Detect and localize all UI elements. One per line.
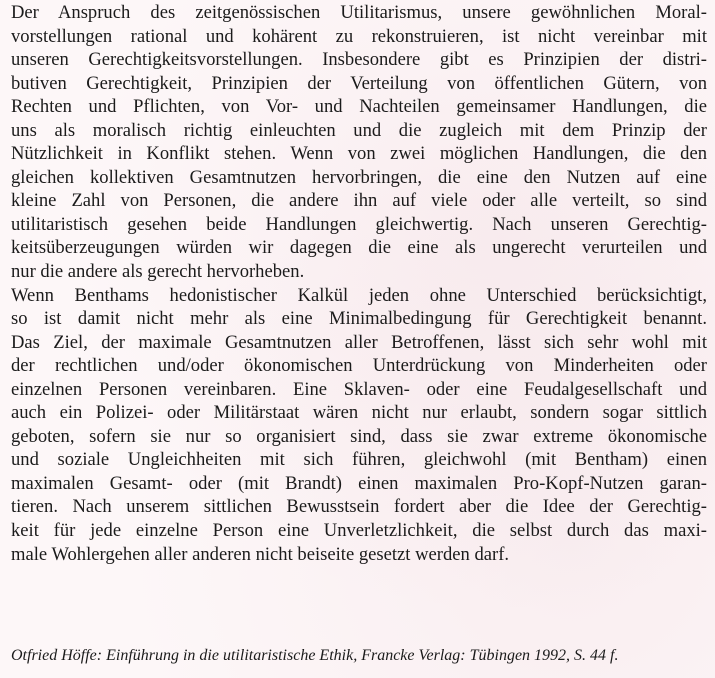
source-citation: Otfried Höffe: Einführung in die utilitaristische Ethik, Francke Verlag: Tübingen 1992, S. 44 f. [11,647,619,664]
text-line: Das Ziel, der maximale Gesamtnutzen aller Betroffenen, lässt sich sehr wohl mit [11,331,707,353]
text-line: Der Anspruch des zeitgenössischen Utilitarismus, unsere gewöhnlichen Moral- [11,2,707,23]
text-line: auch ein Polizei- oder Militärstaat wären nicht nur erlaubt, sondern sogar sittlich [11,402,707,424]
text-line: geboten, sofern sie nur so organisiert sind, dass sie zwar extreme ökonomische [11,425,707,447]
text-line: einzelnen Personen vereinbaren. Eine Sklaven- oder eine Feudalgesellschaft und [11,378,707,400]
text-line: und soziale Ungleichheiten mit sich führen, gleichwohl (mit Bentham) einen [11,449,707,471]
text-line: gleichen kollektiven Gesamtnutzen hervorbringen, die eine den Nutzen auf eine [11,166,707,188]
text-line: Rechten und Pflichten, von Vor- und Nachteilen gemeinsamer Handlungen, die [11,96,707,118]
text-line: keitsüberzeugungen würden wir dagegen die eine als ungerecht verurteilen und [11,237,707,259]
paragraph-1 [11,1,707,284]
paragraph-2 [11,284,707,567]
text-line: kleine Zahl von Personen, die andere ihn auf viele oder alle verteilt, so sind [11,190,707,212]
text-line: maximalen Gesamt- oder (mit Brandt) einen maximalen Pro-Kopf-Nutzen garan- [11,472,707,494]
text-line: uns als moralisch richtig einleuchten und die zugleich mit dem Prinzip der [11,119,707,141]
text-line: vorstellungen rational und kohärent zu rekonstruieren, ist nicht vereinbar mit [11,25,707,47]
text-line: unseren Gerechtigkeitsvorstellungen. Insbesondere gibt es Prinzipien der distri- [11,49,707,71]
text-line: keit für jede einzelne Person eine Unverletzlichkeit, die selbst durch das maxi- [11,520,707,542]
text-line: nur die andere als gerecht hervorheben. [11,261,305,283]
text-line: utilitaristisch gesehen beide Handlungen gleichwertig. Nach unseren Gerechtig- [11,213,707,235]
text-line: male Wohlergehen aller anderen nicht beiseite gesetzt werden darf. [11,543,510,565]
text-line: butiven Gerechtigkeit, Prinzipien der Verteilung von öffentlichen Gütern, von [11,72,707,94]
body-text [11,1,707,566]
text-line: tieren. Nach unserem sittlichen Bewusstsein fordert aber die Idee der Gerechtig- [11,496,707,518]
text-line: der rechtlichen und/oder ökonomischen Unterdrückung von Minderheiten oder [11,355,707,377]
text-line: Nützlichkeit in Konflikt stehen. Wenn von zwei möglichen Handlungen, die den [11,143,707,165]
text-line: Wenn Benthams hedonistischer Kalkül jeden ohne Unterschied berücksichtigt, [11,284,707,306]
text-line: so ist damit nicht mehr als eine Minimalbedingung für Gerechtigkeit benannt. [11,308,707,330]
